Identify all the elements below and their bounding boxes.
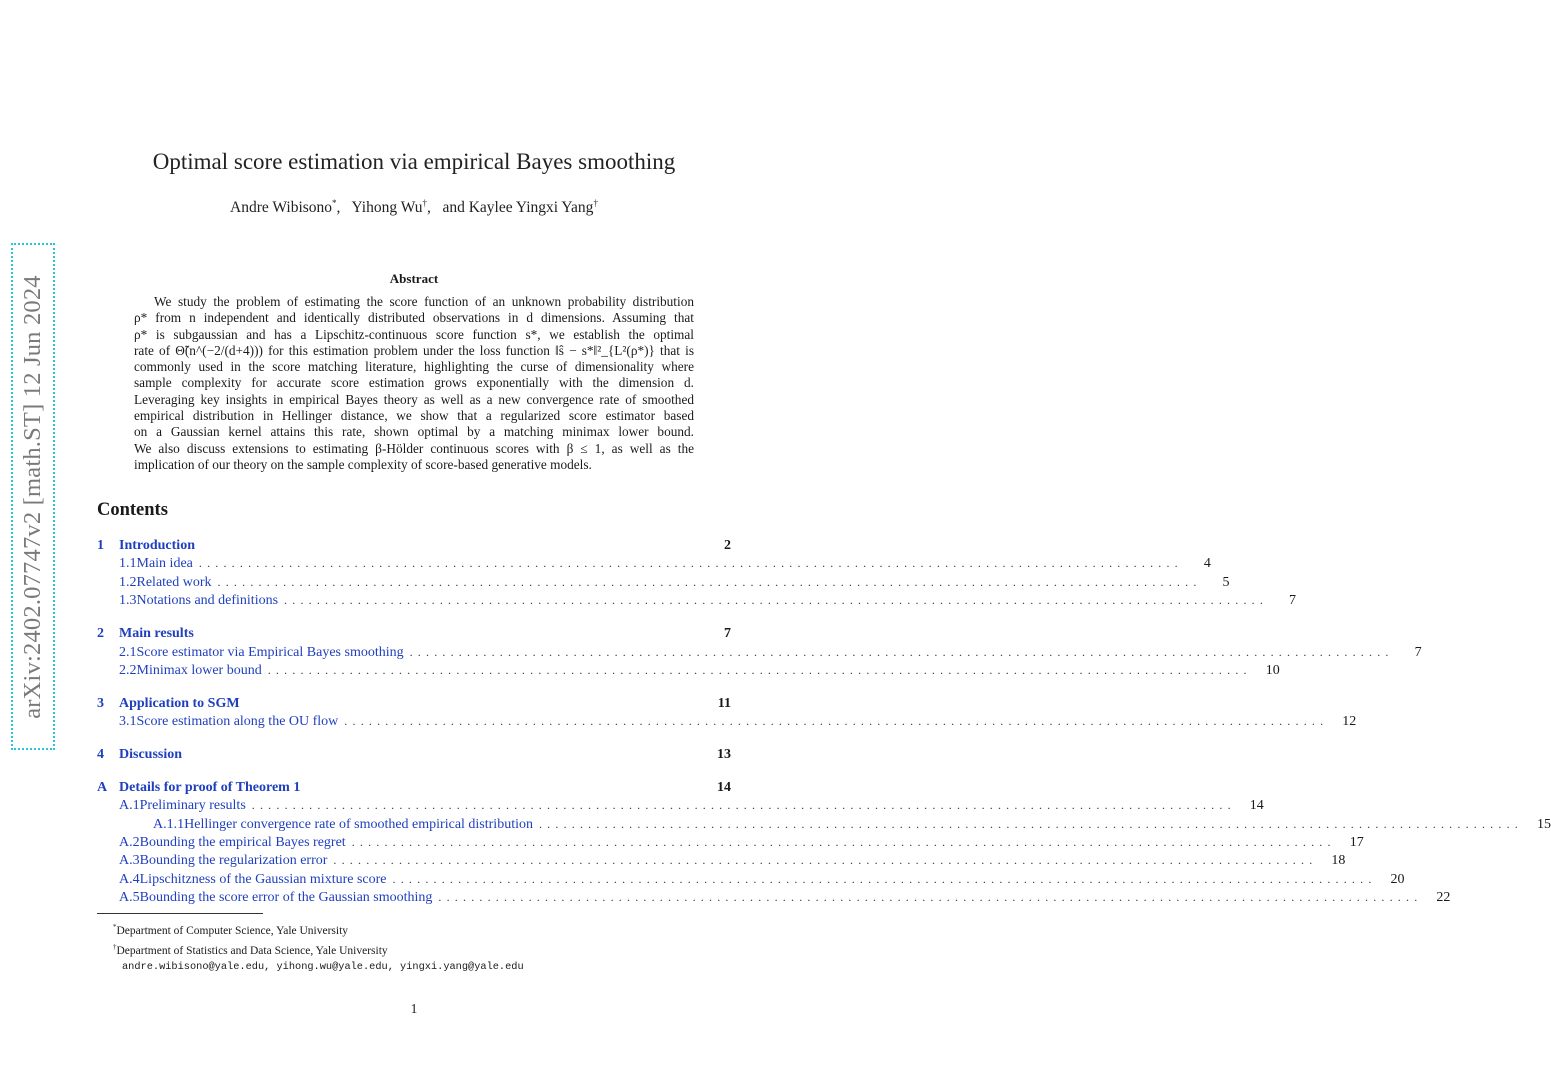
toc-entry-page: 11	[717, 696, 731, 711]
page-number: 1	[410, 1001, 418, 1016]
toc-entry-title[interactable]: Main idea	[136, 556, 193, 571]
abstract-line: on a Gaussian kernel attains this rate, shown optimal by a matching minimax lower bound.	[134, 424, 694, 440]
author-2-footnote-mark[interactable]: †	[422, 198, 427, 208]
toc-entry[interactable]	[97, 663, 1280, 681]
author-emails[interactable]: andre.wibisono@yale.edu, yihong.wu@yale.edu, yingxi.yang@yale.edu	[122, 960, 524, 973]
footnote-2-text: Department of Statistics and Data Science, Yale University	[116, 944, 388, 957]
toc-entry-number[interactable]: A.2	[119, 835, 140, 850]
toc-entry-title[interactable]: Introduction	[119, 538, 195, 553]
toc-entry-page: 7	[724, 626, 731, 641]
toc-leader-dots: ........................................................................................................................	[344, 714, 1329, 728]
abstract-heading: Abstract	[389, 271, 439, 286]
toc-entry-page: 13	[717, 747, 731, 762]
toc-entry-title[interactable]: Score estimator via Empirical Bayes smoothing	[136, 645, 404, 660]
toc-entry-number[interactable]: 3.1	[119, 714, 137, 729]
footnote-1-text: Department of Computer Science, Yale University	[116, 924, 349, 937]
toc-entry-page: 22	[1436, 890, 1451, 905]
author-1: Andre Wibisono	[230, 199, 333, 217]
toc-entry[interactable]	[97, 538, 731, 556]
footnote-1	[113, 919, 524, 939]
toc-entry-page: 5	[1222, 575, 1230, 590]
toc-entry-title[interactable]: Related work	[136, 575, 212, 590]
abstract-line: commonly used in the score matching literature, highlighting the curse of dimensionality where	[134, 359, 694, 375]
toc-entry-number[interactable]: A.5	[119, 890, 140, 905]
abstract-text	[134, 294, 694, 473]
toc-entry-title[interactable]: Details for proof of Theorem 1	[119, 780, 301, 795]
toc-entry-page: 15	[1536, 817, 1551, 832]
abstract-line: empirical distribution in Hellinger distance, we show that a regularized score estimator based	[134, 408, 694, 424]
toc-leader-dots: ........................................................................................................................	[438, 890, 1423, 904]
toc-entry-page: 14	[1249, 798, 1264, 813]
abstract-line: rate of Θ̃(n^(−2/(d+4))) for this estimation problem under the loss function ‖ŝ − s*‖²_{L²(ρ*)} that is	[134, 342, 694, 358]
toc-leader-dots: ........................................................................................................................	[284, 593, 1269, 607]
toc-entry[interactable]	[97, 696, 731, 714]
toc-entry-title[interactable]: Main results	[119, 626, 194, 641]
toc-entry-page: 2	[724, 538, 731, 553]
toc-entry-page: 4	[1203, 556, 1211, 571]
toc-leader-dots: ........................................................................................................................	[351, 835, 1336, 849]
abstract-line: ρ* from n independent and identically distributed observations in d dimensions. Assuming that	[134, 310, 694, 326]
toc-entry-title[interactable]: Bounding the empirical Bayes regret	[139, 835, 346, 850]
toc-entry-number[interactable]: 1.3	[119, 593, 137, 608]
toc-leader-dots: ........................................................................................................................	[392, 872, 1377, 886]
toc-entry[interactable]	[97, 798, 1264, 816]
toc-entry-number[interactable]: 2.2	[119, 663, 137, 678]
toc-entry-page: 7	[1289, 593, 1297, 608]
contents-heading: Contents	[97, 500, 168, 520]
toc-leader-dots: ........................................................................................................................	[217, 575, 1202, 589]
toc-entry-number[interactable]: 3	[97, 696, 104, 711]
toc-entry-page: 10	[1265, 663, 1280, 678]
abstract-line: implication of our theory on the sample complexity of score-based generative models.	[134, 456, 592, 472]
toc-entry[interactable]	[97, 714, 1357, 732]
footnote-2	[113, 939, 524, 959]
toc-entry-page: 14	[717, 780, 731, 795]
footnotes	[113, 919, 524, 975]
toc-entry-title[interactable]: Application to SGM	[119, 696, 240, 711]
toc-leader-dots: ........................................................................................................................	[251, 798, 1236, 812]
toc-entry-title[interactable]: Bounding the score error of the Gaussian smoothing	[139, 890, 433, 905]
toc-entry-title[interactable]: Score estimation along the OU flow	[136, 714, 339, 729]
author-2: Yihong Wu	[351, 199, 423, 217]
toc-entry[interactable]	[97, 575, 1230, 593]
toc-entry[interactable]	[97, 890, 1451, 908]
toc-entry-title[interactable]: Lipschitzness of the Gaussian mixture score	[139, 872, 387, 887]
toc-entry-page: 20	[1390, 872, 1405, 887]
toc-entry-number[interactable]: A.3	[119, 853, 140, 868]
footnote-1-mark: *	[113, 923, 117, 931]
footnote-divider	[97, 913, 263, 914]
author-1-footnote-mark[interactable]: *	[332, 198, 337, 208]
author-list: Andre Wibisono*, Yihong Wu†, and Kaylee Yingxi Yang†	[230, 198, 598, 217]
toc-entry-number[interactable]: 1.2	[119, 575, 137, 590]
toc-entry-number[interactable]: 1	[97, 538, 104, 553]
toc-entry[interactable]	[97, 593, 1297, 611]
arxiv-stamp	[11, 243, 55, 750]
toc-leader-dots: ........................................................................................................................	[333, 853, 1318, 867]
toc-entry-number[interactable]: 1.1	[119, 556, 137, 571]
toc-entry-number[interactable]: 2	[97, 626, 104, 641]
author-3: and Kaylee Yingxi Yang	[442, 199, 594, 217]
toc-entry[interactable]	[97, 872, 1405, 890]
abstract-line: Leveraging key insights in empirical Bayes theory as well as a new convergence rate of smoothed	[134, 391, 694, 407]
toc-entry-title[interactable]: Bounding the regularization error	[139, 853, 328, 868]
toc-entry-number[interactable]: A.4	[119, 872, 140, 887]
paper-title: Optimal score estimation via empirical Bayes smoothing	[152, 149, 676, 174]
toc-leader-dots: ........................................................................................................................	[267, 663, 1252, 677]
footnote-2-mark: †	[113, 942, 117, 951]
toc-leader-dots: ........................................................................................................................	[538, 817, 1523, 831]
toc-entry[interactable]	[97, 853, 1346, 871]
toc-entry[interactable]	[97, 626, 731, 644]
toc-entry-page: 7	[1414, 645, 1422, 660]
toc-entry-number[interactable]: A.1.1	[153, 817, 185, 832]
toc-leader-dots: ........................................................................................................................	[409, 645, 1394, 659]
toc-entry[interactable]	[97, 780, 731, 798]
toc-entry-title[interactable]: Discussion	[119, 747, 183, 762]
toc-entry-title[interactable]: Hellinger convergence rate of smoothed empirical distribution	[184, 817, 533, 832]
abstract-line: We study the problem of estimating the score function of an unknown probability distribution	[154, 294, 694, 309]
abstract-line: sample complexity for accurate score estimation grows exponentially with the dimension d.	[134, 375, 694, 391]
toc-entry[interactable]	[97, 645, 1422, 663]
toc-entry[interactable]	[97, 556, 1211, 574]
toc-entry-number[interactable]: A.1	[119, 798, 140, 813]
toc-entry-number[interactable]: 4	[97, 747, 104, 762]
toc-entry-page: 12	[1342, 714, 1357, 729]
toc-entry-number[interactable]: A	[97, 780, 108, 795]
toc-entry-page: 17	[1349, 835, 1364, 850]
toc-entry-page: 18	[1331, 853, 1346, 868]
toc-entry[interactable]	[97, 747, 731, 765]
toc-entry-title[interactable]: Preliminary results	[139, 798, 246, 813]
abstract-line: We also discuss extensions to estimating β-Hölder continuous scores with β ≤ 1, as well as the	[134, 440, 694, 456]
toc-entry-title[interactable]: Notations and definitions	[136, 593, 279, 608]
toc-entry[interactable]	[97, 835, 1364, 853]
toc-entry-number[interactable]: 2.1	[119, 645, 137, 660]
arxiv-identifier: arXiv:2402.07747v2 [math.ST] 12 Jun 2024	[19, 274, 46, 719]
toc-entry-title[interactable]: Minimax lower bound	[136, 663, 262, 678]
abstract-line: ρ* is subgaussian and has a Lipschitz-continuous score function s*, we establish the optimal	[134, 326, 694, 342]
toc-entry[interactable]	[97, 817, 1551, 835]
author-3-footnote-mark[interactable]: †	[593, 198, 598, 208]
toc-leader-dots: ........................................................................................................................	[198, 556, 1183, 570]
